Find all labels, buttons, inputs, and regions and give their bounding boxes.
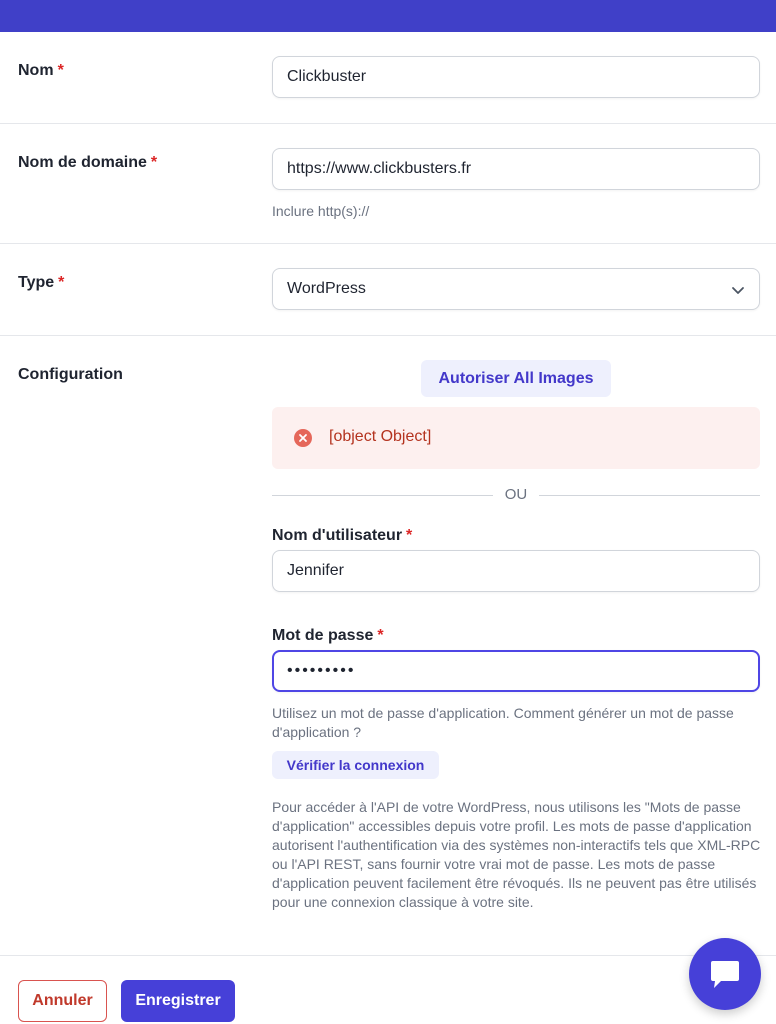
chat-launcher-button[interactable] <box>689 938 761 1010</box>
save-button[interactable]: Enregistrer <box>121 980 235 1022</box>
domain-help-text: Inclure http(s):// <box>272 203 370 219</box>
type-select-value: WordPress <box>287 280 366 297</box>
divider-left <box>272 495 493 496</box>
app-password-info: Pour accéder à l'API de votre WordPress, nous utilisons les "Mots de passe d'application" accessibles depuis votre profil. Les mots de passe d'application autorisent l'authentification via des systèmes non-interactifs tels que XML-RPC ou l'API REST, sans fournir votre vrai mot de passe. Les mots de passe d'application peuvent facilement être révoqués. Ils ne peuvent pas être utilisés pour une connexion classique à votre site. <box>272 799 761 910</box>
required-mark: * <box>377 627 384 644</box>
name-row <box>0 32 776 124</box>
top-bar <box>0 0 776 32</box>
type-row <box>0 244 776 336</box>
footer <box>0 955 776 1024</box>
password-help-text: Utilisez un mot de passe d'application. Comment générer un mot de passe d'application ? <box>272 705 734 740</box>
configuration-label: Configuration <box>18 366 123 383</box>
username-input[interactable]: Jennifer <box>272 550 760 592</box>
cancel-button[interactable]: Annuler <box>18 980 107 1022</box>
chevron-down-icon <box>731 283 745 297</box>
verify-connection-button[interactable]: Vérifier la connexion <box>272 751 439 779</box>
x-circle-icon <box>293 428 313 448</box>
type-select[interactable] <box>272 268 760 310</box>
required-mark: * <box>58 274 65 291</box>
error-message: [object Object] <box>329 428 432 445</box>
domain-row <box>0 124 776 244</box>
required-mark: * <box>406 527 413 544</box>
domain-label: Nom de domaine * <box>18 154 158 171</box>
type-label: Type * <box>18 274 65 291</box>
required-mark: * <box>57 62 64 79</box>
divider-or: OU <box>504 486 528 503</box>
username-label: Nom d'utilisateur * <box>272 527 413 544</box>
authorize-button[interactable]: Autoriser All Images <box>421 360 611 397</box>
domain-input[interactable]: https://www.clickbusters.fr <box>272 148 760 190</box>
divider-right <box>539 495 760 496</box>
required-mark: * <box>150 154 158 171</box>
name-input[interactable]: Clickbuster <box>272 56 760 98</box>
name-label: Nom * <box>18 62 64 79</box>
password-input[interactable]: ••••••••• <box>272 650 760 692</box>
chat-icon <box>709 960 741 990</box>
error-alert <box>272 407 760 469</box>
password-label: Mot de passe * <box>272 627 384 644</box>
